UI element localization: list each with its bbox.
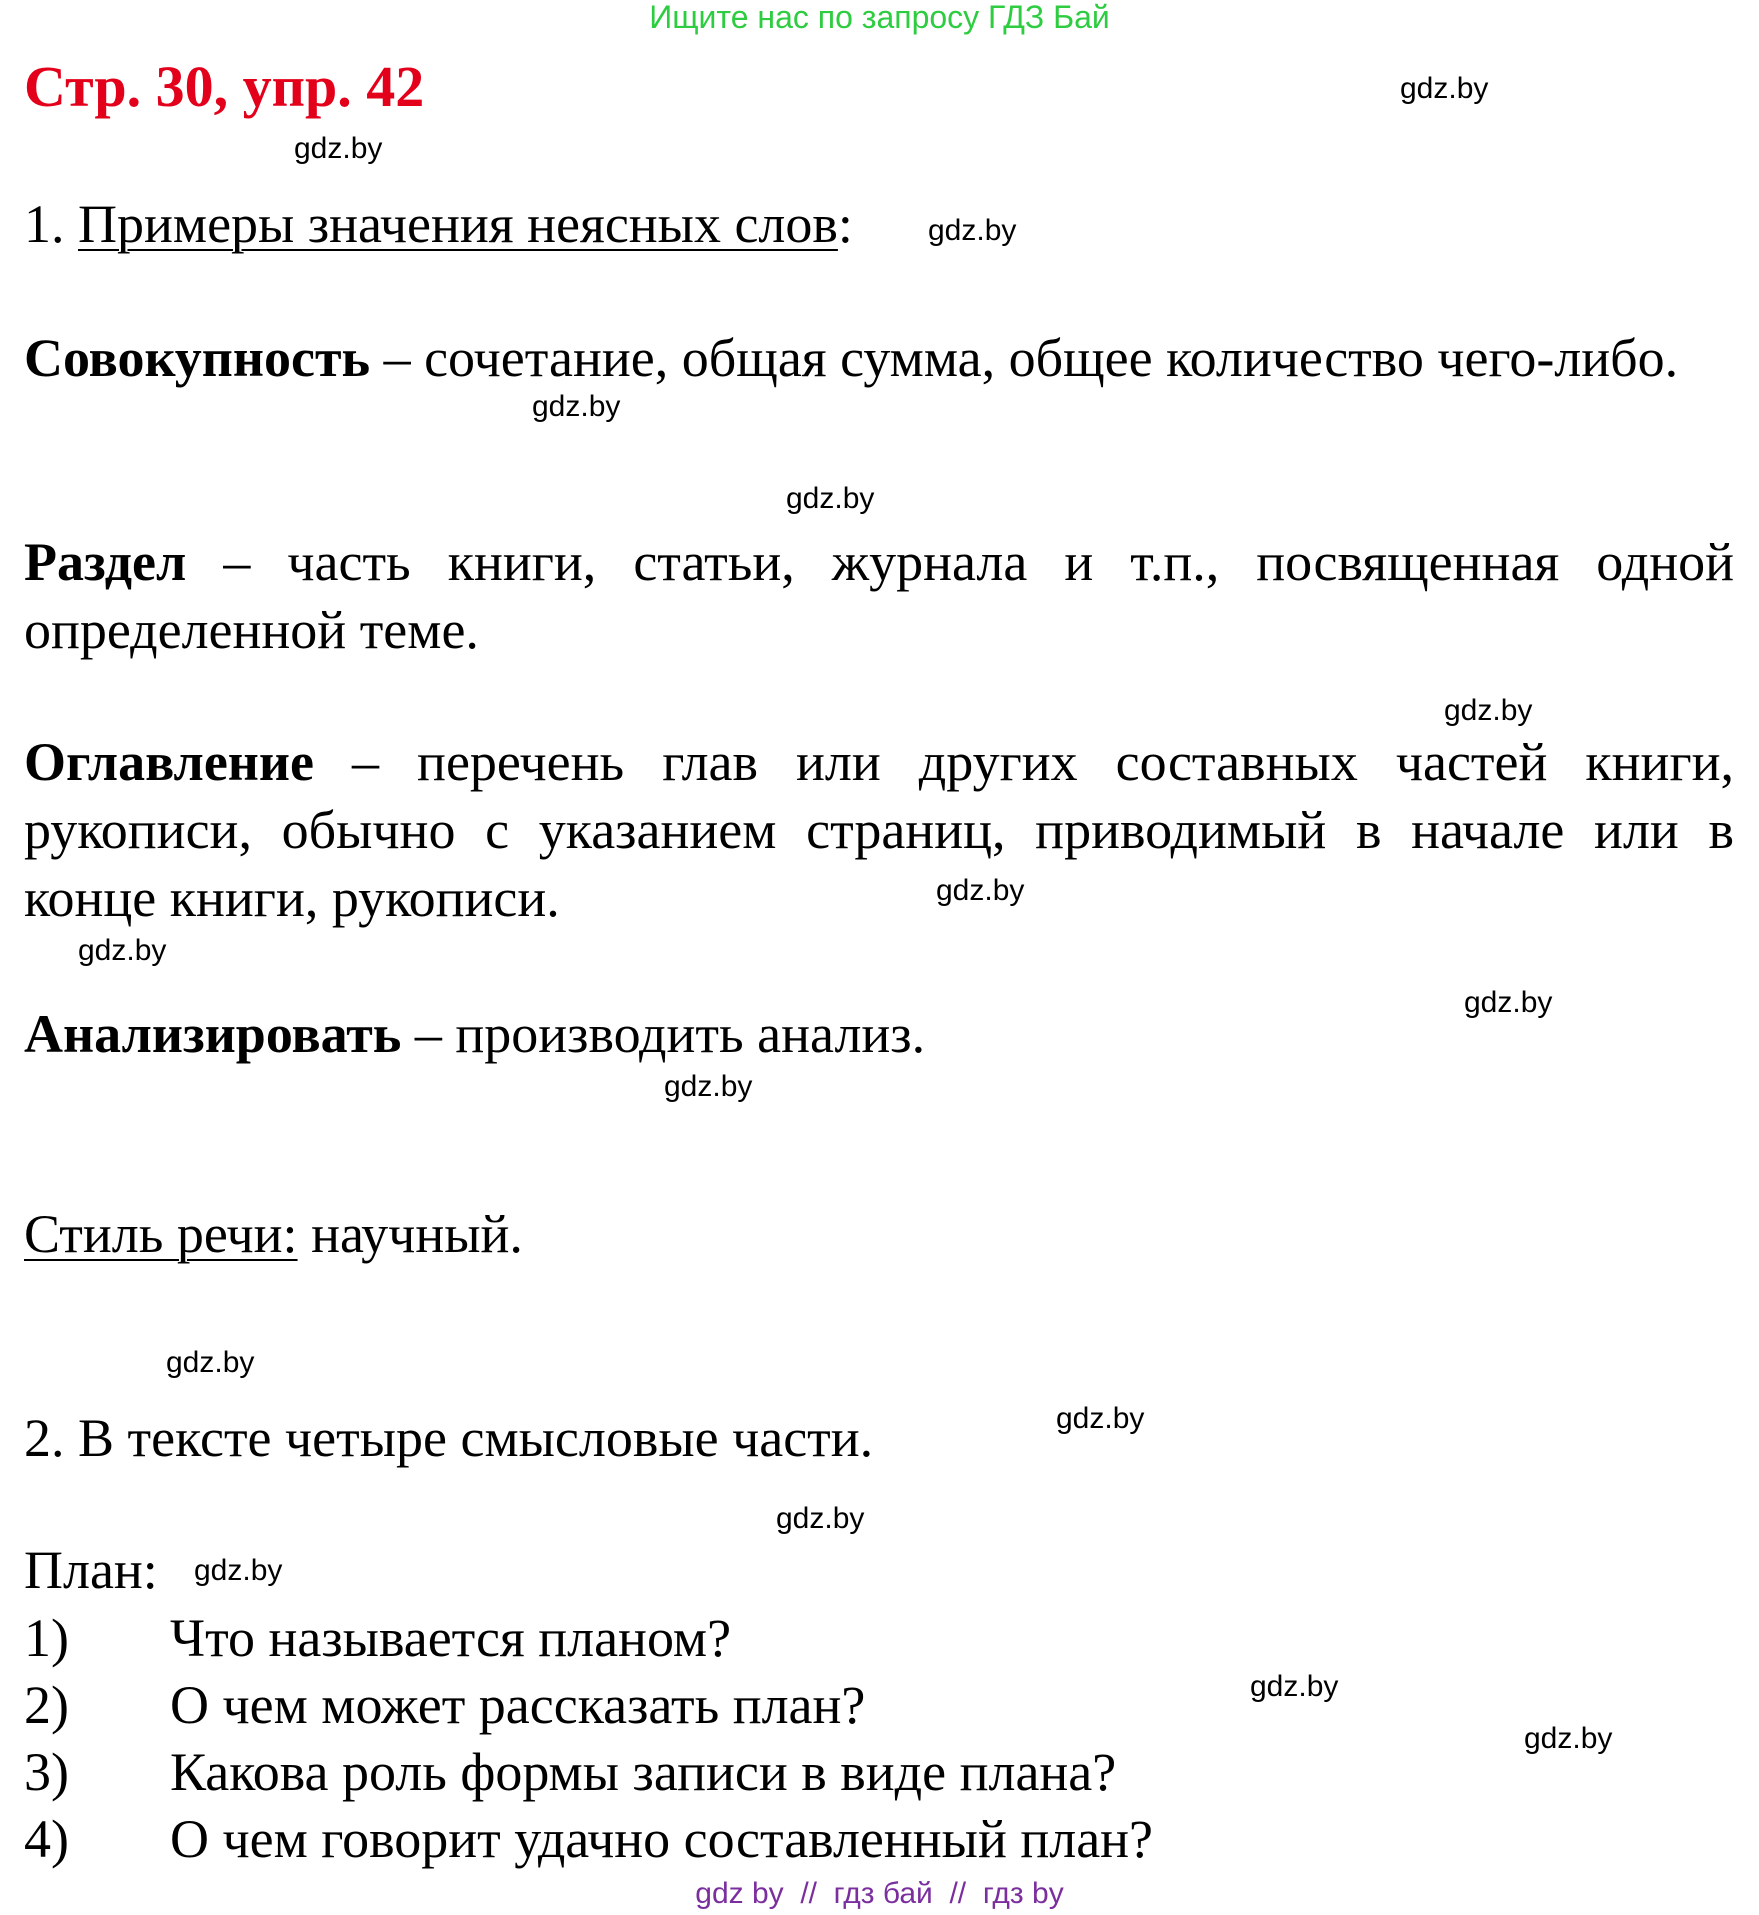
watermark: gdz.by bbox=[776, 1502, 865, 1535]
plan-item-text: О чем говорит удачно составленный план? bbox=[170, 1809, 1154, 1869]
definition bbox=[24, 324, 1734, 392]
plan-item-text: Какова роль формы записи в виде плана? bbox=[170, 1742, 1117, 1802]
plan-item-number: 1) bbox=[24, 1608, 69, 1668]
definition bbox=[24, 728, 1734, 932]
footer-links: gdz by // гдз бай // гдз by bbox=[695, 1877, 1064, 1910]
watermark: gdz.by bbox=[786, 482, 875, 515]
definition-text: – перечень глав или других составных частей книги, рукописи, обычно с указанием страниц, приводимый в начале или в конце книги, рукописи. bbox=[24, 732, 1734, 928]
definition bbox=[24, 1000, 1734, 1068]
plan-item-number: 3) bbox=[24, 1742, 69, 1802]
section2-statement: 2. В тексте четыре смысловые части. bbox=[24, 1408, 874, 1468]
watermark: gdz.by bbox=[928, 214, 1017, 247]
speech-style-value: научный. bbox=[297, 1204, 523, 1264]
plan-item-number: 4) bbox=[24, 1809, 69, 1869]
watermark: gdz.by bbox=[936, 874, 1025, 907]
watermark: gdz.by bbox=[1524, 1722, 1613, 1755]
definition bbox=[24, 528, 1734, 664]
watermark: gdz.by bbox=[1444, 694, 1533, 727]
definition-text: – часть книги, статьи, журнала и т.п., посвященная одной определенной теме. bbox=[24, 532, 1734, 660]
definition-text: – сочетание, общая сумма, общее количество чего-либо. bbox=[370, 328, 1679, 388]
definition-text: – производить анализ. bbox=[401, 1004, 926, 1064]
heading-text: Примеры значения неясных слов bbox=[78, 194, 838, 254]
plan-item-text: Что называется планом? bbox=[170, 1608, 732, 1668]
section1-heading bbox=[24, 190, 1734, 258]
watermark: gdz.by bbox=[532, 390, 621, 423]
heading-number: 1. bbox=[24, 194, 78, 254]
watermark: gdz.by bbox=[294, 132, 383, 165]
definition-term: Совокупность bbox=[24, 328, 371, 388]
definition-term: Анализировать bbox=[24, 1004, 402, 1064]
speech-style bbox=[24, 1200, 1734, 1268]
watermark: gdz.by bbox=[1250, 1670, 1339, 1703]
watermark: gdz.by bbox=[1056, 1402, 1145, 1435]
watermark: gdz.by bbox=[664, 1070, 753, 1103]
watermark: gdz.by bbox=[166, 1346, 255, 1379]
definition-term: Раздел bbox=[24, 532, 187, 592]
watermark: gdz.by bbox=[1464, 986, 1553, 1019]
plan-item-text: О чем может рассказать план? bbox=[170, 1675, 866, 1735]
speech-style-label: Стиль речи: bbox=[24, 1204, 298, 1264]
plan-label: План: bbox=[24, 1540, 158, 1600]
definition-term: Оглавление bbox=[24, 732, 314, 792]
top-banner: Ищите нас по запросу ГДЗ Бай bbox=[649, 0, 1110, 35]
watermark: gdz.by bbox=[78, 934, 167, 967]
plan-item-number: 2) bbox=[24, 1675, 69, 1735]
heading-colon: : bbox=[837, 194, 853, 254]
watermark: gdz.by bbox=[1400, 72, 1489, 105]
page-title: Стр. 30, упр. 42 bbox=[24, 54, 425, 119]
watermark: gdz.by bbox=[194, 1554, 283, 1587]
